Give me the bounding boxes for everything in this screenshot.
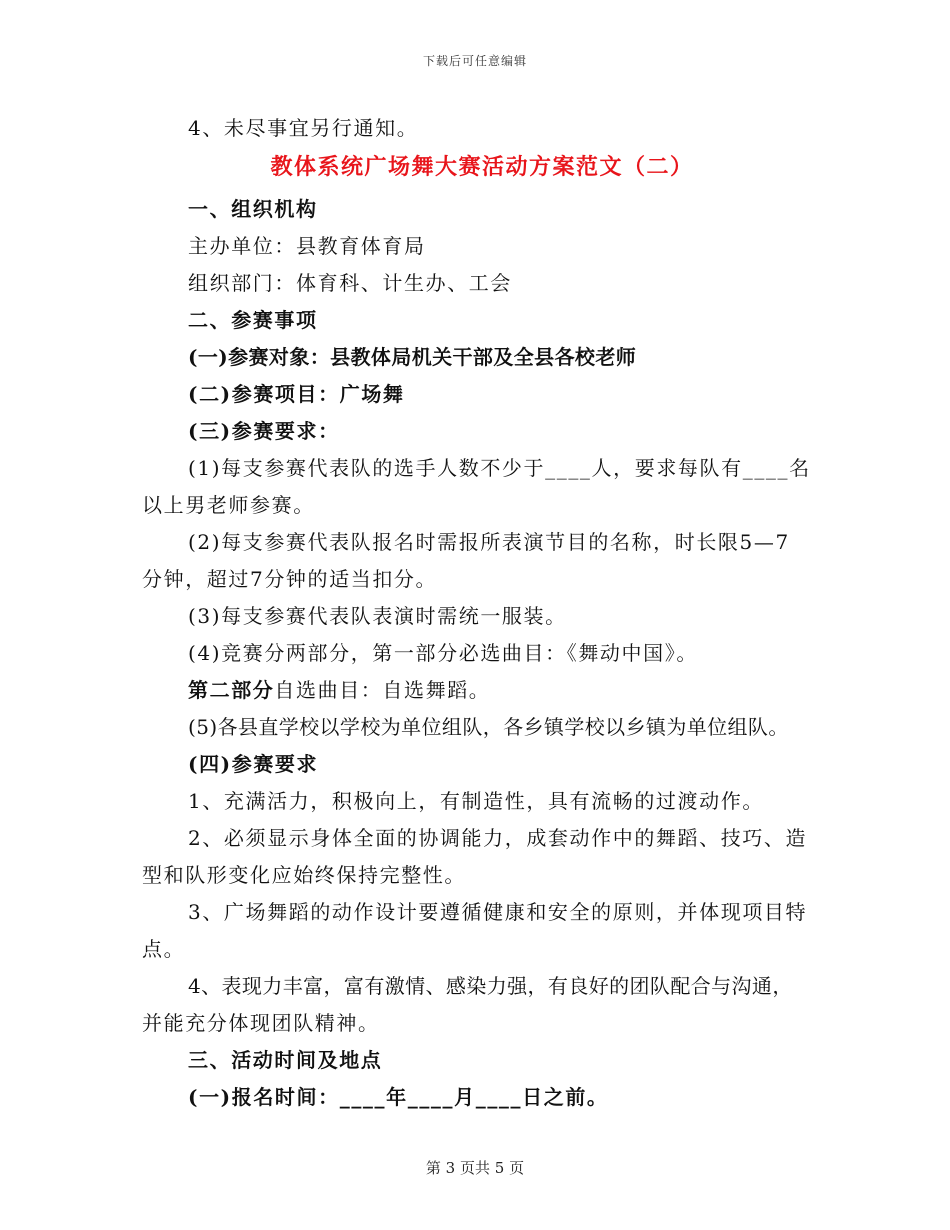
rule-3-line: (3)每支参赛代表队表演时需统一服装。 <box>188 604 567 628</box>
event-item-line: (二)参赛项目：广场舞 <box>188 382 405 406</box>
section-heading-3: 三、活动时间及地点 <box>188 1048 383 1072</box>
document-title: 教体系统广场舞大赛活动方案范文（二） <box>270 154 694 180</box>
rule-5-line: (5)各县直学校以学校为单位组队，各乡镇学校以乡镇为单位组队。 <box>188 715 789 739</box>
requirements-heading-3: (三)参赛要求： <box>188 419 340 443</box>
part-two-text: 自选曲目：自选舞蹈。 <box>274 678 491 702</box>
criteria-3-line-b: 点。 <box>142 937 186 961</box>
criteria-4-line-b: 并能充分体现团队精神。 <box>142 1011 380 1035</box>
notice-item-4: 4、未尽事宜另行通知。 <box>188 116 419 140</box>
page-footer: 第 3 页共 5 页 <box>425 1159 525 1177</box>
rule-2-line-b: 分钟，超过7分钟的适当扣分。 <box>142 567 438 591</box>
participants-line: (一)参赛对象：县教体局机关干部及全县各校老师 <box>188 345 637 369</box>
criteria-4-line-a: 4、表现力丰富，富有激情、感染力强，有良好的团队配合与沟通， <box>188 974 793 998</box>
section-heading-1: 一、组织机构 <box>188 197 318 221</box>
rule-4-line: (4)竞赛分两部分，第一部分必选曲目：《舞动中国》。 <box>188 641 698 665</box>
part-two-label: 第二部分 <box>188 678 275 702</box>
criteria-1-line: 1、充满活力，积极向上，有制造性，具有流畅的过渡动作。 <box>188 789 764 813</box>
department-line: 组织部门：体育科、计生办、工会 <box>188 271 512 295</box>
document-body <box>142 110 822 1116</box>
criteria-3-line-a: 3、广场舞蹈的动作设计要遵循健康和安全的原则，并体现项目特 <box>188 900 808 924</box>
section-heading-2: 二、参赛事项 <box>188 308 318 332</box>
part-two-line <box>142 672 822 709</box>
organizer-line: 主办单位：县教育体育局 <box>188 234 426 258</box>
criteria-2-line-a: 2、必须显示身体全面的协调能力，成套动作中的舞蹈、技巧、造 <box>188 826 808 850</box>
page-header: 下载后可任意编辑 <box>422 54 527 68</box>
requirements-heading-4: (四)参赛要求 <box>188 752 319 776</box>
rule-1-line-b: 以上男老师参赛。 <box>142 493 315 517</box>
rule-1-line-a: (1)每支参赛代表队的选手人数不少于____人，要求每队有____名 <box>188 456 811 480</box>
registration-time-line: (一)报名时间：____年____月____日之前。 <box>188 1085 609 1109</box>
criteria-2-line-b: 型和队形变化应始终保持完整性。 <box>142 863 466 887</box>
rule-2-line-a: (2)每支参赛代表队报名时需报所表演节目的名称，时长限5—7 <box>188 530 790 554</box>
